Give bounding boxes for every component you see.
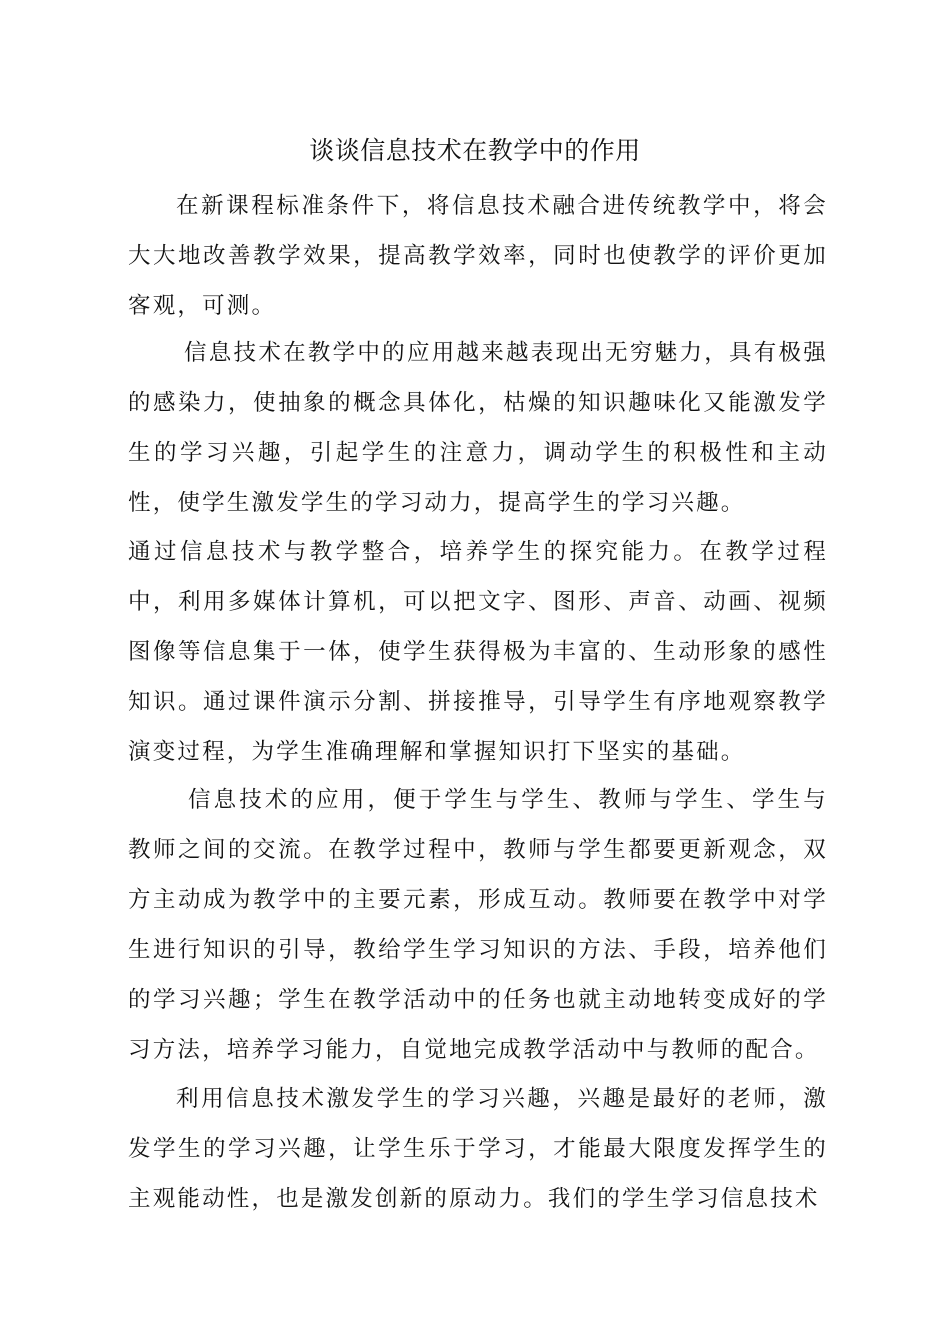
- paragraph-5: 利用信息技术激发学生的学习兴趣，兴趣是最好的老师，激发学生的学习兴趣，让学生乐于学习，才能最大限度发挥学生的主观能动性，也是激发创新的原动力。我们的学生学习信息技术: [128, 1086, 828, 1212]
- paragraph-4: 信息技术的应用，便于学生与学生、教师与学生、学生与教师之间的交流。在教学过程中，教师与学生都要更新观念，双方主动成为教学中的主要元素，形成互动。教师要在教学中对学生进行知识的引导，教给学生学习知识的方法、手段，培养他们的学习兴趣；学生在教学活动中的任务也就主动地转变成好的学习方法，培养学习能力，自觉地完成教学活动中与教师的配合。: [128, 787, 828, 1063]
- paragraph-2: 信息技术在教学中的应用越来越表现出无穷魅力，具有极强的感染力，使抽象的概念具体化，枯燥的知识趣味化又能激发学生的学习兴趣，引起学生的注意力，调动学生的积极性和主动性，使学生激发学生的学习动力，提高学生的学习兴趣。: [128, 340, 828, 516]
- paragraph-1: 在新课程标准条件下，将信息技术融合进传统教学中，将会大大地改善教学效果，提高教学效率，同时也使教学的评价更加客观，可测。: [128, 193, 828, 319]
- paragraph-3: 通过信息技术与教学整合，培养学生的探究能力。在教学过程中，利用多媒体计算机，可以把文字、图形、声音、动画、视频图像等信息集于一体，使学生获得极为丰富的、生动形象的感性知识。通过课件演示分割、拼接推导，引导学生有序地观察教学演变过程，为学生准确理解和掌握知识打下坚实的基础。: [128, 539, 828, 765]
- document-title: 谈谈信息技术在教学中的作用: [309, 136, 641, 165]
